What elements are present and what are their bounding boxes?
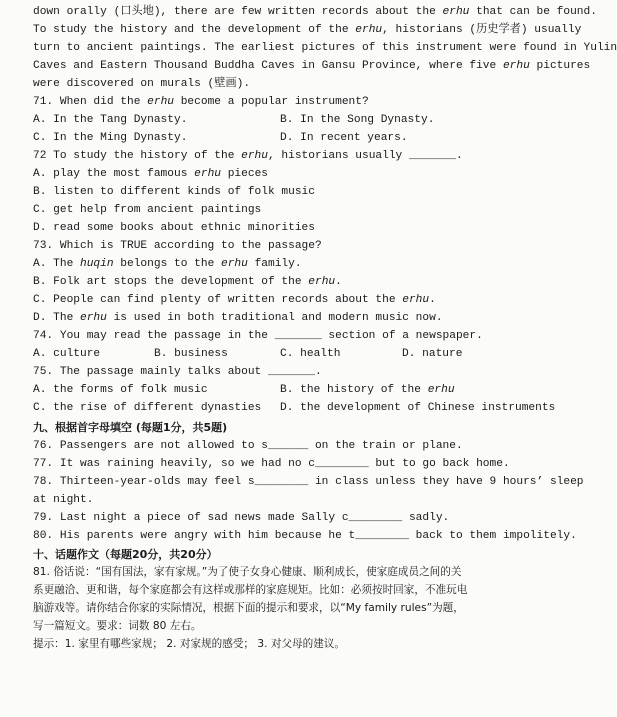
fill-question-76: 76. Passengers are not allowed to s______ on the train or plane.	[33, 440, 463, 452]
option-b: B. In the Song Dynasty.	[280, 114, 435, 126]
question-71-options	[33, 132, 408, 145]
passage-line: down orally (口头地), there are few written records about the erhu that can be found.	[33, 6, 597, 18]
question-71-options	[33, 114, 435, 127]
option-d: D. In recent years.	[280, 132, 408, 144]
question-73-stem: 73. Which is TRUE according to the passage?	[33, 240, 322, 252]
essay-hints: 提示：1. 家里有哪些家规； 2. 对家规的感受； 3. 对父母的建议。	[33, 638, 346, 650]
section-10-heading: 十、话题作文（每题20分，共20分）	[33, 548, 218, 561]
question-74-stem: 74. You may read the passage in the _______ section of a newspaper.	[33, 330, 483, 342]
fill-question-79: 79. Last night a piece of sad news made Sally c________ sadly.	[33, 512, 450, 524]
option-a: A. In the Tang Dynasty.	[33, 114, 188, 126]
option-d: D. nature	[402, 348, 463, 360]
option-c: C. health	[280, 348, 341, 360]
option-c: C. In the Ming Dynasty.	[33, 132, 188, 144]
fill-question-77: 77. It was raining heavily, so we had no c________ but to go back home.	[33, 458, 510, 470]
question-75-options	[33, 402, 556, 415]
option-b: B. the history of the erhu	[280, 384, 455, 396]
option-a: A. the forms of folk music	[33, 384, 208, 396]
essay-prompt-line: 系更融洽、更和谐，每个家庭都会有这样或那样的家庭规矩。比如：必须按时回家，不准玩电	[33, 584, 468, 596]
passage-line: To study the history and the development of the erhu, historians (历史学者) usually	[33, 24, 582, 36]
question-75-stem: 75. The passage mainly talks about _______.	[33, 366, 322, 378]
option-b: B. business	[154, 348, 228, 360]
section-9-heading: 九、根据首字母填空 (每题1分，共5题)	[33, 421, 228, 434]
option-b: B. Folk art stops the development of the erhu.	[33, 276, 342, 288]
passage-line: Caves and Eastern Thousand Buddha Caves in Gansu Province, where five erhu pictures	[33, 60, 591, 72]
option-a: A. play the most famous erhu pieces	[33, 168, 268, 180]
option-d: D. read some books about ethnic minorities	[33, 222, 315, 234]
option-d: D. The erhu is used in both traditional and modern music now.	[33, 312, 443, 324]
fill-question-78: 78. Thirteen-year-olds may feel s________ in class unless they have 9 hours’ sleep	[33, 476, 584, 488]
fill-question-80: 80. His parents were angry with him because he t________ back to them impolitely.	[33, 530, 577, 542]
question-75-options	[33, 384, 455, 397]
question-72-stem: 72 To study the history of the erhu, historians usually _______.	[33, 150, 463, 162]
option-b: B. listen to different kinds of folk music	[33, 186, 315, 198]
essay-prompt-line: 写一篇短文。要求：词数 80 左右。	[33, 620, 202, 632]
passage-line: turn to ancient paintings. The earliest pictures of this instrument were found in Yulin	[33, 42, 617, 54]
passage-line: were discovered on murals (壁画).	[33, 78, 251, 90]
option-a: A. culture	[33, 348, 101, 360]
question-74-options	[33, 348, 463, 361]
fill-question-78-cont: at night.	[33, 494, 94, 506]
essay-prompt-line: 脑游戏等。请你结合你家的实际情况，根据下面的提示和要求，以“My family rules”为题，	[33, 602, 464, 614]
essay-prompt-line: 81. 俗话说：“国有国法，家有家规。”为了使子女身心健康、顺利成长，使家庭成员之间的关	[33, 566, 462, 578]
option-c: C. get help from ancient paintings	[33, 204, 262, 216]
option-a: A. The huqin belongs to the erhu family.	[33, 258, 302, 270]
option-d: D. the development of Chinese instruments	[280, 402, 556, 414]
option-c: C. People can find plenty of written records about the erhu.	[33, 294, 436, 306]
question-71-stem: 71. When did the erhu become a popular instrument?	[33, 96, 369, 108]
option-c: C. the rise of different dynasties	[33, 402, 262, 414]
